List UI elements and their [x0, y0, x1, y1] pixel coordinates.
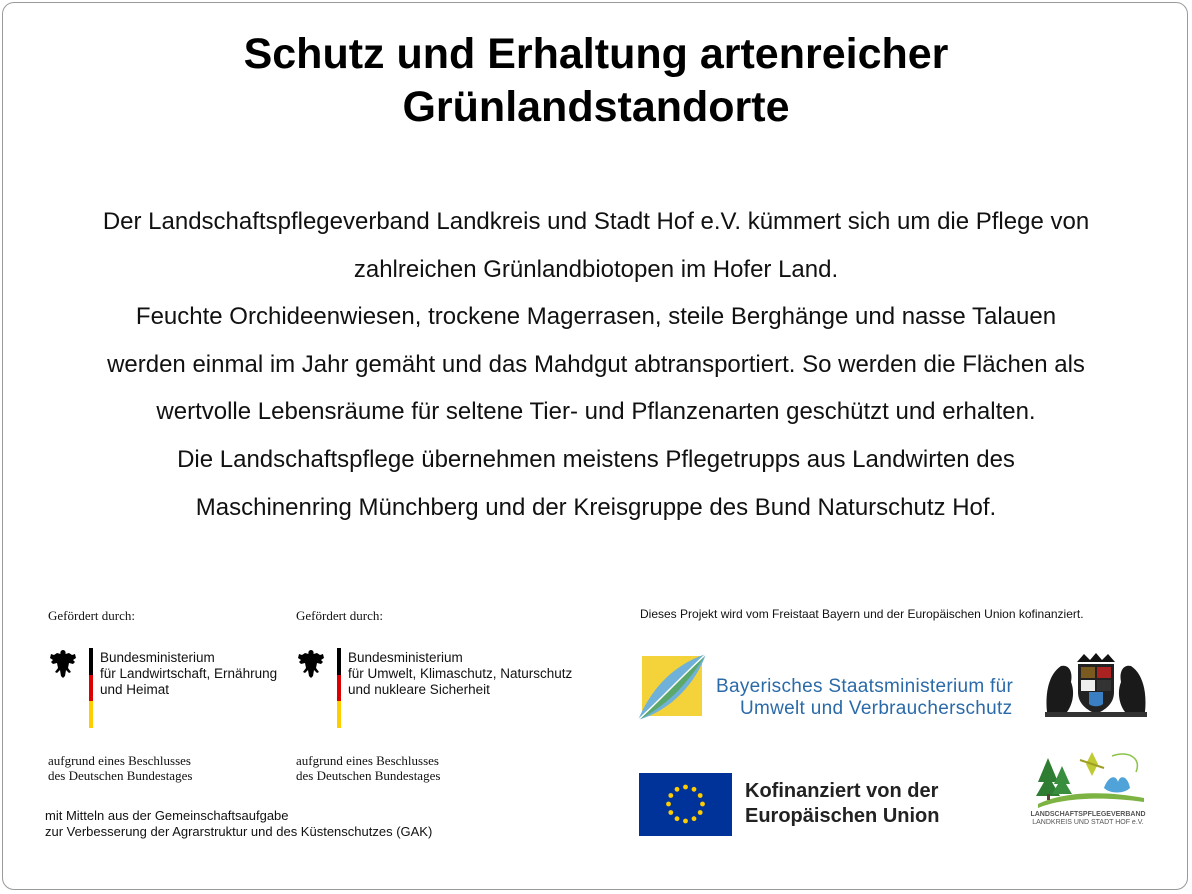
eu-cofinance-text — [745, 779, 939, 829]
funding-left-resolution — [48, 753, 192, 783]
funding-middle-label: Gefördert durch: — [296, 608, 383, 623]
cofinance-note: Dieses Projekt wird vom Freistaat Bayern und der Europäischen Union kofinanziert. — [640, 607, 1084, 621]
resolution-line: aufgrund eines Beschlusses — [48, 753, 191, 768]
gak-note — [45, 808, 432, 840]
body-line: Der Landschaftspflegeverband Landkreis und Stadt Hof e.V. kümmert sich um die Pflege von — [102, 208, 1090, 235]
body-line: Feuchte Orchideenwiesen, trockene Magerrasen, steile Berghänge und nasse Talauen — [135, 303, 1057, 331]
body-line: wertvolle Lebensräume für seltene Tier- und Pflanzenarten geschützt und erhalten. — [156, 398, 1036, 426]
ministry-name-line: Bundesministerium — [348, 650, 463, 665]
federal-eagle-icon — [48, 648, 78, 680]
ministry-name-line: für Landwirtschaft, Ernährung — [100, 666, 278, 681]
lpv-logo-icon — [1032, 748, 1146, 810]
eu-text-line: Kofinanziert von der — [745, 780, 939, 802]
flag-stripe — [337, 648, 341, 728]
eu-text-line: Europäischen Union — [745, 805, 940, 827]
lpv-name — [1030, 811, 1146, 827]
resolution-line: des Deutschen Bundestages — [48, 768, 193, 783]
funding-middle-resolution — [296, 753, 440, 783]
eu-flag-icon — [639, 773, 732, 836]
gak-line: mit Mitteln aus der Gemeinschaftsaufgabe — [45, 808, 289, 823]
title-line-1: Schutz und Erhaltung artenreicher — [243, 30, 949, 78]
body-text — [0, 198, 1192, 531]
ministry-name-line: für Umwelt, Klimaschutz, Naturschutz — [348, 666, 573, 681]
stmuv-leaf-icon — [636, 652, 708, 722]
gak-line: zur Verbesserung der Agrarstruktur und des Küstenschutzes (GAK) — [45, 824, 433, 839]
page-title — [0, 28, 1192, 134]
stmuv-name — [716, 676, 1013, 720]
lpv-name-line: LANDKREIS UND STADT HOF e.V. — [1032, 819, 1144, 826]
federal-eagle-icon — [296, 648, 326, 680]
bavarian-coat-of-arms-icon — [1043, 652, 1149, 718]
body-line: werden einmal im Jahr gemäht und das Mahdgut abtransportiert. So werden die Flächen als — [107, 350, 1085, 378]
title-line-2: Grünlandstandorte — [402, 83, 790, 131]
funding-left-label: Gefördert durch: — [48, 608, 135, 623]
ministry-name-line: und nukleare Sicherheit — [348, 682, 490, 697]
resolution-line: des Deutschen Bundestages — [296, 768, 441, 783]
stmuv-name-line: Bayerisches Staatsministerium für — [716, 676, 1014, 697]
body-line: zahlreichen Grünlandbiotopen im Hofer Land. — [353, 255, 839, 283]
body-line: Maschinenring Münchberg und der Kreisgruppe des Bund Naturschutz Hof. — [195, 493, 997, 521]
stmuv-name-line: Umwelt und Verbraucherschutz — [740, 698, 1013, 719]
ministry-name-line: Bundesministerium — [100, 650, 215, 665]
body-line: Die Landschaftspflege übernehmen meistens Pflegetrupps aus Landwirten des — [177, 445, 1015, 473]
flag-stripe — [89, 648, 93, 728]
ministry-name-line: und Heimat — [100, 682, 170, 697]
resolution-line: aufgrund eines Beschlusses — [296, 753, 439, 768]
lpv-name-line: LANDSCHAFTSPFLEGEVERBAND — [1030, 811, 1146, 818]
